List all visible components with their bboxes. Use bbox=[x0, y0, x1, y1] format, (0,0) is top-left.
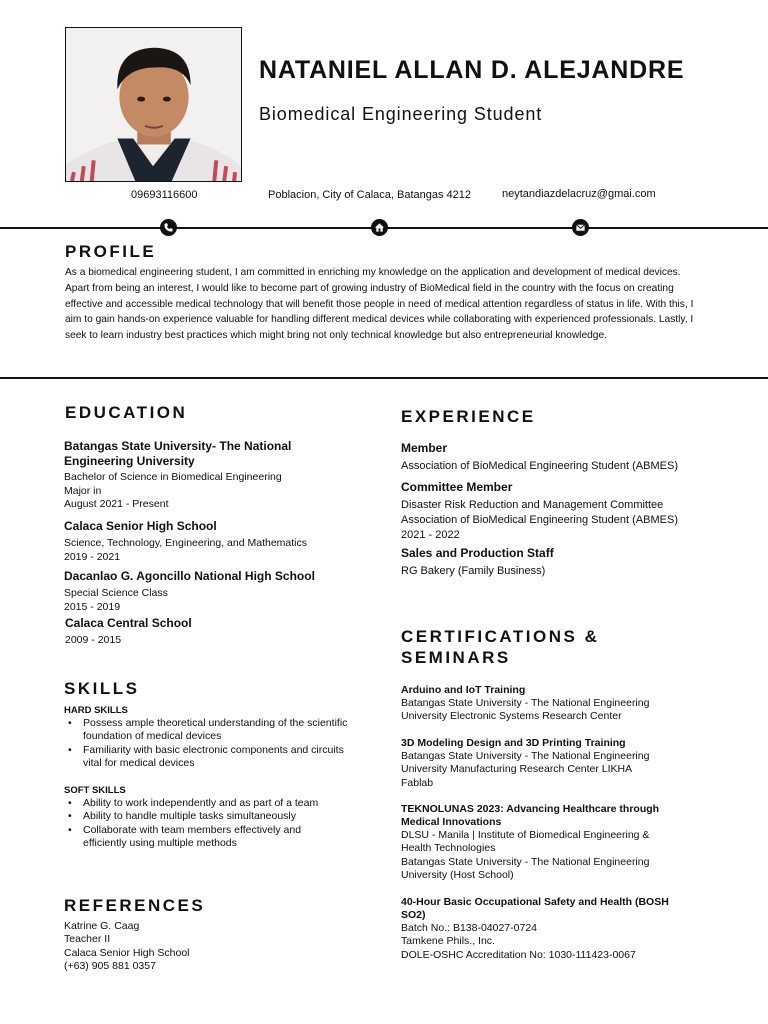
certification-entry bbox=[401, 803, 671, 882]
experience-line: Association of BioMedical Engineering Student (ABMES) bbox=[401, 514, 678, 526]
certification-line: Batch No.: B138-04027-0724 bbox=[401, 922, 538, 934]
education-line: Bachelor of Science in Biomedical Engineering bbox=[64, 471, 282, 483]
certification-entry bbox=[401, 684, 701, 724]
education-line: 2019 - 2021 bbox=[64, 550, 121, 563]
school-name: Calaca Central School bbox=[65, 616, 192, 630]
reference-entry bbox=[64, 920, 190, 973]
certification-line: Batangas State University - The National Engineering bbox=[401, 697, 650, 709]
certification-title: TEKNOLUNAS 2023: Advancing Healthcare through Medical Innovations bbox=[401, 803, 660, 828]
certification-entry bbox=[401, 737, 701, 790]
soft-skills-label: SOFT SKILLS bbox=[64, 785, 126, 796]
school-name: Batangas State University- The National Engineering University bbox=[64, 439, 292, 468]
experience-entry bbox=[401, 441, 741, 474]
certifications-heading: CERTIFICATIONS & SEMINARS bbox=[401, 627, 600, 667]
contact-address: Poblacion, City of Calaca, Batangas 4212 bbox=[268, 189, 472, 201]
certification-line: University (Host School) bbox=[401, 868, 514, 881]
education-line: Science, Technology, Engineering, and Mathematics bbox=[64, 537, 308, 549]
mail-icon bbox=[572, 219, 589, 236]
certification-entry bbox=[401, 896, 686, 962]
profile-heading: PROFILE bbox=[65, 242, 157, 261]
hard-skills-label: HARD SKILLS bbox=[64, 705, 128, 716]
phone-icon bbox=[160, 219, 177, 236]
experience-line: Disaster Risk Reduction and Management Committee bbox=[401, 499, 664, 511]
hard-skills-list bbox=[64, 717, 349, 770]
experience-line: RG Bakery (Family Business) bbox=[401, 565, 546, 577]
list-item: • Collaborate with team members effectively and efficiently using multiple methods bbox=[64, 824, 339, 851]
experience-line: 2021 - 2022 bbox=[401, 529, 460, 541]
reference-line: Calaca Senior High School bbox=[64, 946, 190, 959]
reference-line: Teacher II bbox=[64, 933, 111, 946]
experience-entry bbox=[401, 546, 741, 579]
home-icon bbox=[371, 219, 388, 236]
certification-title: Arduino and IoT Training bbox=[401, 684, 526, 696]
profile-text: As a biomedical engineering student, I am committed in enriching my knowledge on the application and development of medical devices. Apart from being an interest, I would like to become part of growing industry of BioMedical field in the country with the focus on creating effective and accessible medical technology that will benefit those people in need of medical attention regardless of status in life. With this, I aim to gain hands-on experience valuable for handling different medical devices while collaborating with experienced professionals. Lastly, I seek to learn industry best practices which might bring not only technical knowledge but also entrepreneurial knowledge. bbox=[65, 267, 694, 342]
school-name: Calaca Senior High School bbox=[64, 519, 217, 533]
reference-line: (+63) 905 881 0357 bbox=[64, 959, 156, 972]
profile-divider bbox=[0, 377, 768, 379]
profile-photo bbox=[65, 27, 242, 182]
certification-title: 3D Modeling Design and 3D Printing Training bbox=[401, 737, 626, 749]
education-line: 2009 - 2015 bbox=[65, 634, 122, 646]
experience-heading: EXPERIENCE bbox=[401, 407, 536, 426]
experience-line: Association of BioMedical Engineering Student (ABMES) bbox=[401, 460, 678, 472]
reference-line: Katrine G. Caag bbox=[64, 920, 140, 932]
contact-email[interactable]: neytandiazdelacruz@gmai.com bbox=[502, 188, 656, 200]
certification-title: 40-Hour Basic Occupational Safety and Health (BOSH SO2) bbox=[401, 896, 669, 921]
certification-line: Health Technologies bbox=[401, 842, 496, 855]
certification-line: Batangas State University - The National Engineering bbox=[401, 855, 650, 868]
certification-line: University Electronic Systems Research Center bbox=[401, 710, 622, 723]
certification-line: Tamkene Phils., Inc. bbox=[401, 935, 495, 948]
certification-line: University Manufacturing Research Center LIKHA bbox=[401, 763, 633, 776]
education-entry bbox=[64, 569, 374, 614]
applicant-name: NATANIEL ALLAN D. ALEJANDRE bbox=[259, 56, 685, 84]
certification-line: DLSU - Manila | Institute of Biomedical Engineering & bbox=[401, 829, 650, 841]
skills-heading: SKILLS bbox=[64, 679, 140, 698]
experience-role: Committee Member bbox=[401, 480, 513, 494]
list-item: • Ability to handle multiple tasks simultaneously bbox=[64, 810, 339, 823]
education-entry bbox=[64, 519, 364, 564]
soft-skills-list bbox=[64, 797, 339, 850]
list-item: • Ability to work independently and as part of a team bbox=[64, 797, 339, 810]
list-item: • Familiarity with basic electronic components and circuits vital for medical devices bbox=[64, 744, 349, 771]
education-line: Special Science Class bbox=[64, 587, 168, 599]
education-line: 2015 - 2019 bbox=[64, 600, 121, 613]
experience-role: Sales and Production Staff bbox=[401, 546, 554, 560]
experience-entry bbox=[401, 480, 741, 543]
education-entry bbox=[65, 616, 365, 648]
education-line: Major in bbox=[64, 484, 102, 497]
references-heading: REFERENCES bbox=[64, 896, 206, 915]
applicant-title: Biomedical Engineering Student bbox=[259, 104, 543, 124]
education-heading: EDUCATION bbox=[65, 403, 188, 422]
education-entry bbox=[64, 439, 354, 512]
experience-role: Member bbox=[401, 441, 448, 455]
school-name: Dacanlao G. Agoncillo National High School bbox=[64, 569, 315, 583]
certification-line: Batangas State University - The National Engineering bbox=[401, 750, 650, 762]
list-item: • Possess ample theoretical understanding of the scientific foundation of medical devices bbox=[64, 717, 349, 744]
certification-line: DOLE-OSHC Accreditation No: 1030-111423-0067 bbox=[401, 948, 636, 961]
education-line: August 2021 - Present bbox=[64, 498, 169, 510]
contact-phone: 09693116600 bbox=[131, 189, 198, 201]
certification-line: Fablab bbox=[401, 776, 434, 789]
